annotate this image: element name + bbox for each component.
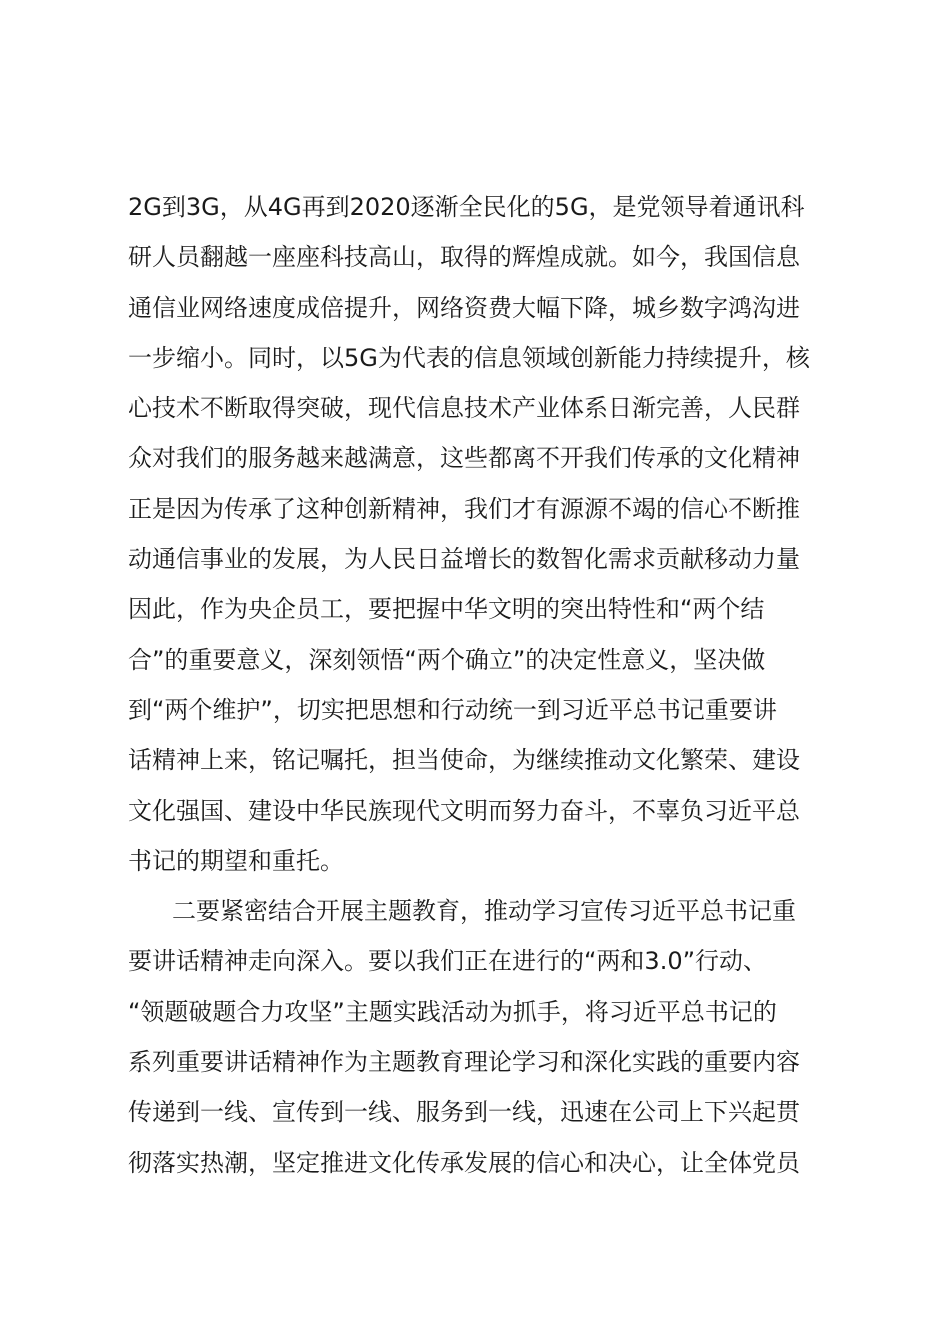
body-text [128,182,858,1188]
text-line: 要讲话精神走向深入。要以我们正在进行的“两和3.0”行动、 [128,947,768,976]
text-line: 众对我们的服务越来越满意，这些都离不开我们传承的文化精神 [128,444,800,473]
text-line: 动通信事业的发展，为人民日益增长的数智化需求贡献移动力量 [128,545,800,574]
text-line: 话精神上来，铭记嘱托，担当使命，为继续推动文化繁荣、建设 [128,746,800,775]
text-line: 书记的期望和重托。 [128,846,344,875]
text-line: 心技术不断取得突破，现代信息技术产业体系日渐完善，人民群 [128,394,800,423]
text-line: “领题破题合力攻坚”主题实践活动为抓手，将习近平总书记的 [128,997,777,1026]
text-line: 因此，作为央企员工，要把握中华文明的突出特性和“两个结 [128,595,765,624]
text-line: 系列重要讲话精神作为主题教育理论学习和深化实践的重要内容 [128,1048,800,1077]
text-line: 2G到3G，从4G再到2020逐渐全民化的5G，是党领导着通讯科 [128,193,805,221]
text-line: 研人员翻越一座座科技高山，取得的辉煌成就。如今，我国信息 [128,243,800,272]
text-line: 通信业网络速度成倍提升，网络资费大幅下降，城乡数字鸿沟进 [128,293,800,322]
text-line: 一步缩小。同时，以5G为代表的信息领域创新能力持续提升，核 [128,343,810,372]
text-line: 文化强国、建设中华民族现代文明而努力奋斗，不辜负习近平总 [128,796,800,825]
text-line: 正是因为传承了这种创新精神，我们才有源源不竭的信心不断推 [128,494,800,523]
text-line: 传递到一线、宣传到一线、服务到一线，迅速在公司上下兴起贯 [128,1098,800,1127]
text-line: 到“两个维护”，切实把思想和行动统一到习近平总书记重要讲 [128,695,777,724]
text-line: 合”的重要意义，深刻领悟“两个确立”的决定性意义，坚决做 [128,645,766,674]
text-line: 彻落实热潮，坚定推进文化传承发展的信心和决心，让全体党员 [128,1148,800,1177]
paragraph-start-line: 二要紧密结合开展主题教育，推动学习宣传习近平总书记重 [172,897,796,926]
